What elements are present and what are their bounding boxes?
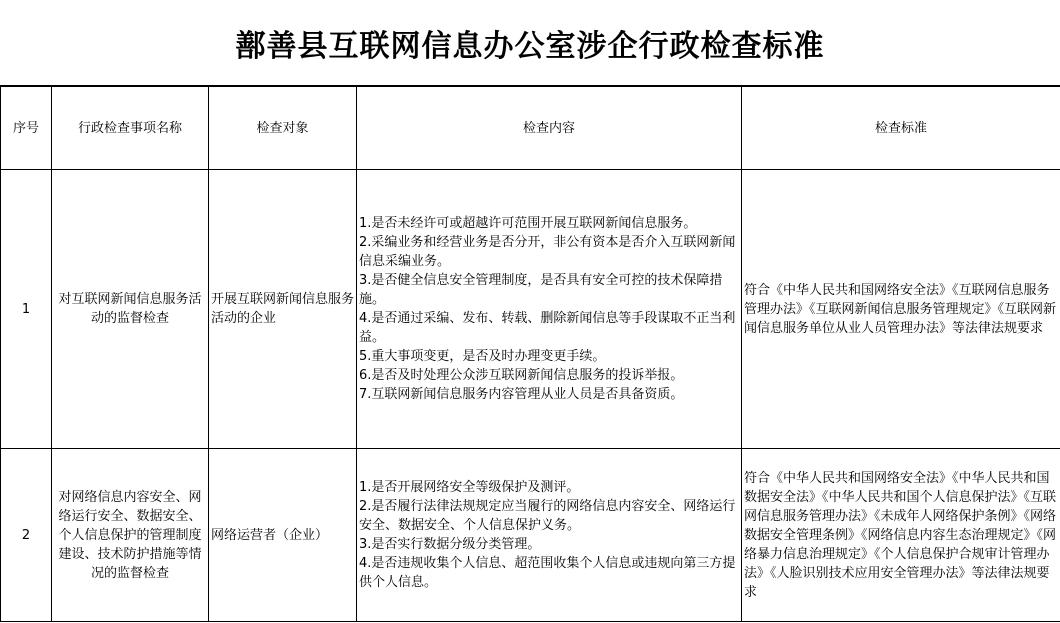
- header-target: 检查对象: [209, 87, 357, 170]
- row-target: 网络运营者（企业）: [209, 449, 357, 622]
- row-target: 开展互联网新闻信息服务活动的企业: [209, 170, 357, 449]
- content-item: 1.是否未经许可或超越许可范围开展互联网新闻信息服务。: [359, 216, 697, 231]
- content-item: 7.互联网新闻信息服务内容管理从业人员是否具备资质。: [359, 387, 684, 402]
- row-item-name: 对互联网新闻信息服务活动的监督检查: [52, 170, 209, 449]
- content-item: 3.是否健全信息安全管理制度，是否具有安全可控的技术保障措施。: [359, 273, 723, 307]
- page-title: 鄯善县互联网信息办公室涉企行政检查标准: [0, 0, 1060, 86]
- content-item: 3.是否实行数据分级分类管理。: [359, 537, 541, 552]
- row-standard: 符合《中华人民共和国网络安全法》《中华人民共和国数据安全法》《中华人民共和国个人信息保护法》《互联网信息服务管理办法》《未成年人网络保护条例》《网络数据安全管理条例》《网络信息内容生态治理规定》《网络暴力信息治理规定》《个人信息保护合规审计管理办法》《人脸识别技术应用安全管理办法》等法律法规要求: [742, 449, 1060, 622]
- header-index: 序号: [1, 87, 52, 170]
- table-header-row: [1, 87, 1060, 170]
- content-item: 5.重大事项变更，是否及时办理变更手续。: [359, 349, 606, 364]
- content-item: 2.采编业务和经营业务是否分开，非公有资本是否介入互联网新闻信息采编业务。: [359, 235, 736, 269]
- content-item: 4.是否违规收集个人信息、超范围收集个人信息或违规向第三方提供个人信息。: [359, 556, 736, 590]
- header-item-name: 行政检查事项名称: [52, 87, 209, 170]
- header-standard: 检查标准: [742, 87, 1060, 170]
- row-content: [357, 170, 742, 449]
- content-item: 1.是否开展网络安全等级保护及测评。: [359, 480, 580, 495]
- row-content: [357, 449, 742, 622]
- row-standard: 符合《中华人民共和国网络安全法》《互联网信息服务管理办法》《互联网新闻信息服务管理规定》《互联网新闻信息服务单位从业人员管理办法》等法律法规要求: [742, 170, 1060, 449]
- content-item: 4.是否通过采编、发布、转载、删除新闻信息等手段谋取不正当利益。: [359, 311, 736, 345]
- header-content: 检查内容: [357, 87, 742, 170]
- row-item-name: 对网络信息内容安全、网络运行安全、数据安全、个人信息保护的管理制度建设、技术防护措施等情况的监督检查: [52, 449, 209, 622]
- row-index: 2: [1, 449, 52, 622]
- content-item: 2.是否履行法律法规规定应当履行的网络信息内容安全、网络运行安全、数据安全、个人信息保护义务。: [359, 499, 736, 533]
- row-index: 1: [1, 170, 52, 449]
- content-item: 6.是否及时处理公众涉互联网新闻信息服务的投诉举报。: [359, 368, 684, 383]
- table-row: [1, 449, 1060, 622]
- inspection-standards-table: [0, 86, 1060, 622]
- table-row: [1, 170, 1060, 449]
